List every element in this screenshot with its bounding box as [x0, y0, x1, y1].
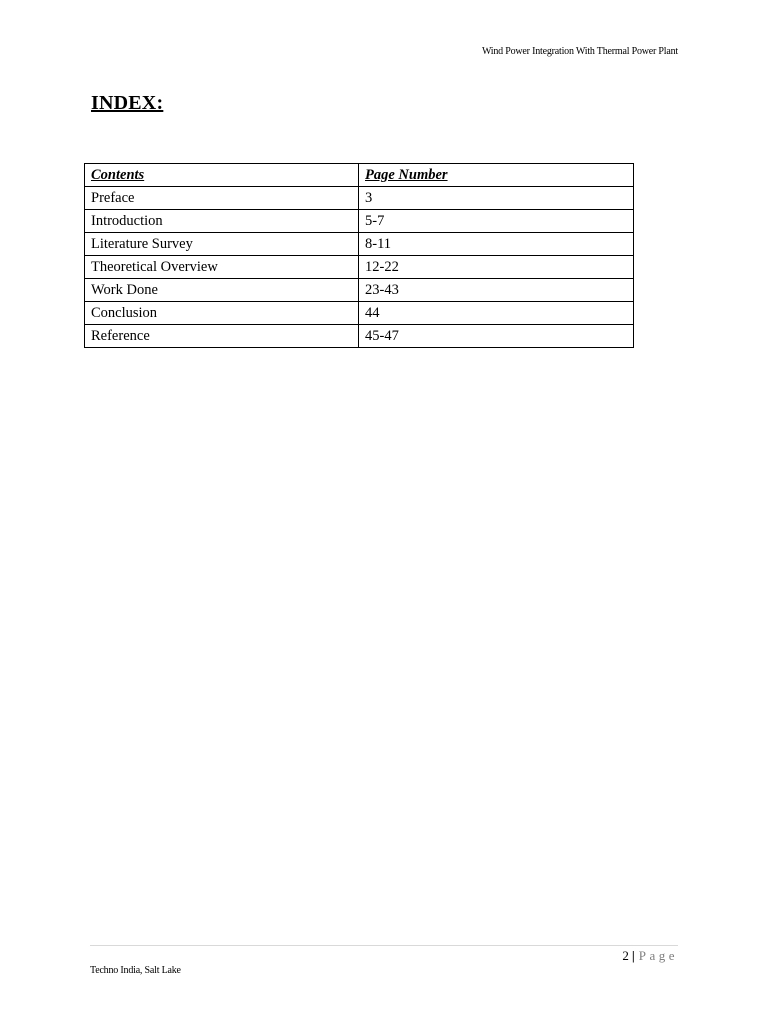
index-table	[84, 163, 634, 348]
table-row	[85, 302, 634, 325]
table-cell-contents: Conclusion	[85, 302, 359, 325]
table-cell-contents: Preface	[85, 187, 359, 210]
table-row	[85, 210, 634, 233]
page-number-value: 2	[622, 948, 629, 963]
footer-institution: Techno India, Salt Lake	[90, 965, 181, 976]
table-row	[85, 279, 634, 302]
table-row	[85, 256, 634, 279]
table-row	[85, 233, 634, 256]
table-cell-contents: Theoretical Overview	[85, 256, 359, 279]
table-cell-page-number: 44	[359, 302, 634, 325]
table-cell-page-number: 8-11	[359, 233, 634, 256]
page-label: Page	[638, 948, 678, 963]
page-number	[622, 948, 678, 964]
table-cell-contents: Reference	[85, 325, 359, 348]
table-cell-page-number: 23-43	[359, 279, 634, 302]
footer-divider	[90, 945, 678, 946]
table-row	[85, 325, 634, 348]
page-number-separator: |	[631, 948, 635, 963]
table-cell-page-number: 12-22	[359, 256, 634, 279]
table-cell-page-number: 45-47	[359, 325, 634, 348]
page-title: INDEX:	[91, 92, 164, 114]
column-header-contents: Contents	[85, 164, 359, 187]
table-row	[85, 187, 634, 210]
running-header: Wind Power Integration With Thermal Power Plant	[481, 46, 678, 57]
table-header-row	[85, 164, 634, 187]
table-cell-page-number: 3	[359, 187, 634, 210]
table-cell-contents: Introduction	[85, 210, 359, 233]
table-cell-page-number: 5-7	[359, 210, 634, 233]
table-cell-contents: Work Done	[85, 279, 359, 302]
table-cell-contents: Literature Survey	[85, 233, 359, 256]
column-header-page-number: Page Number	[359, 164, 634, 187]
